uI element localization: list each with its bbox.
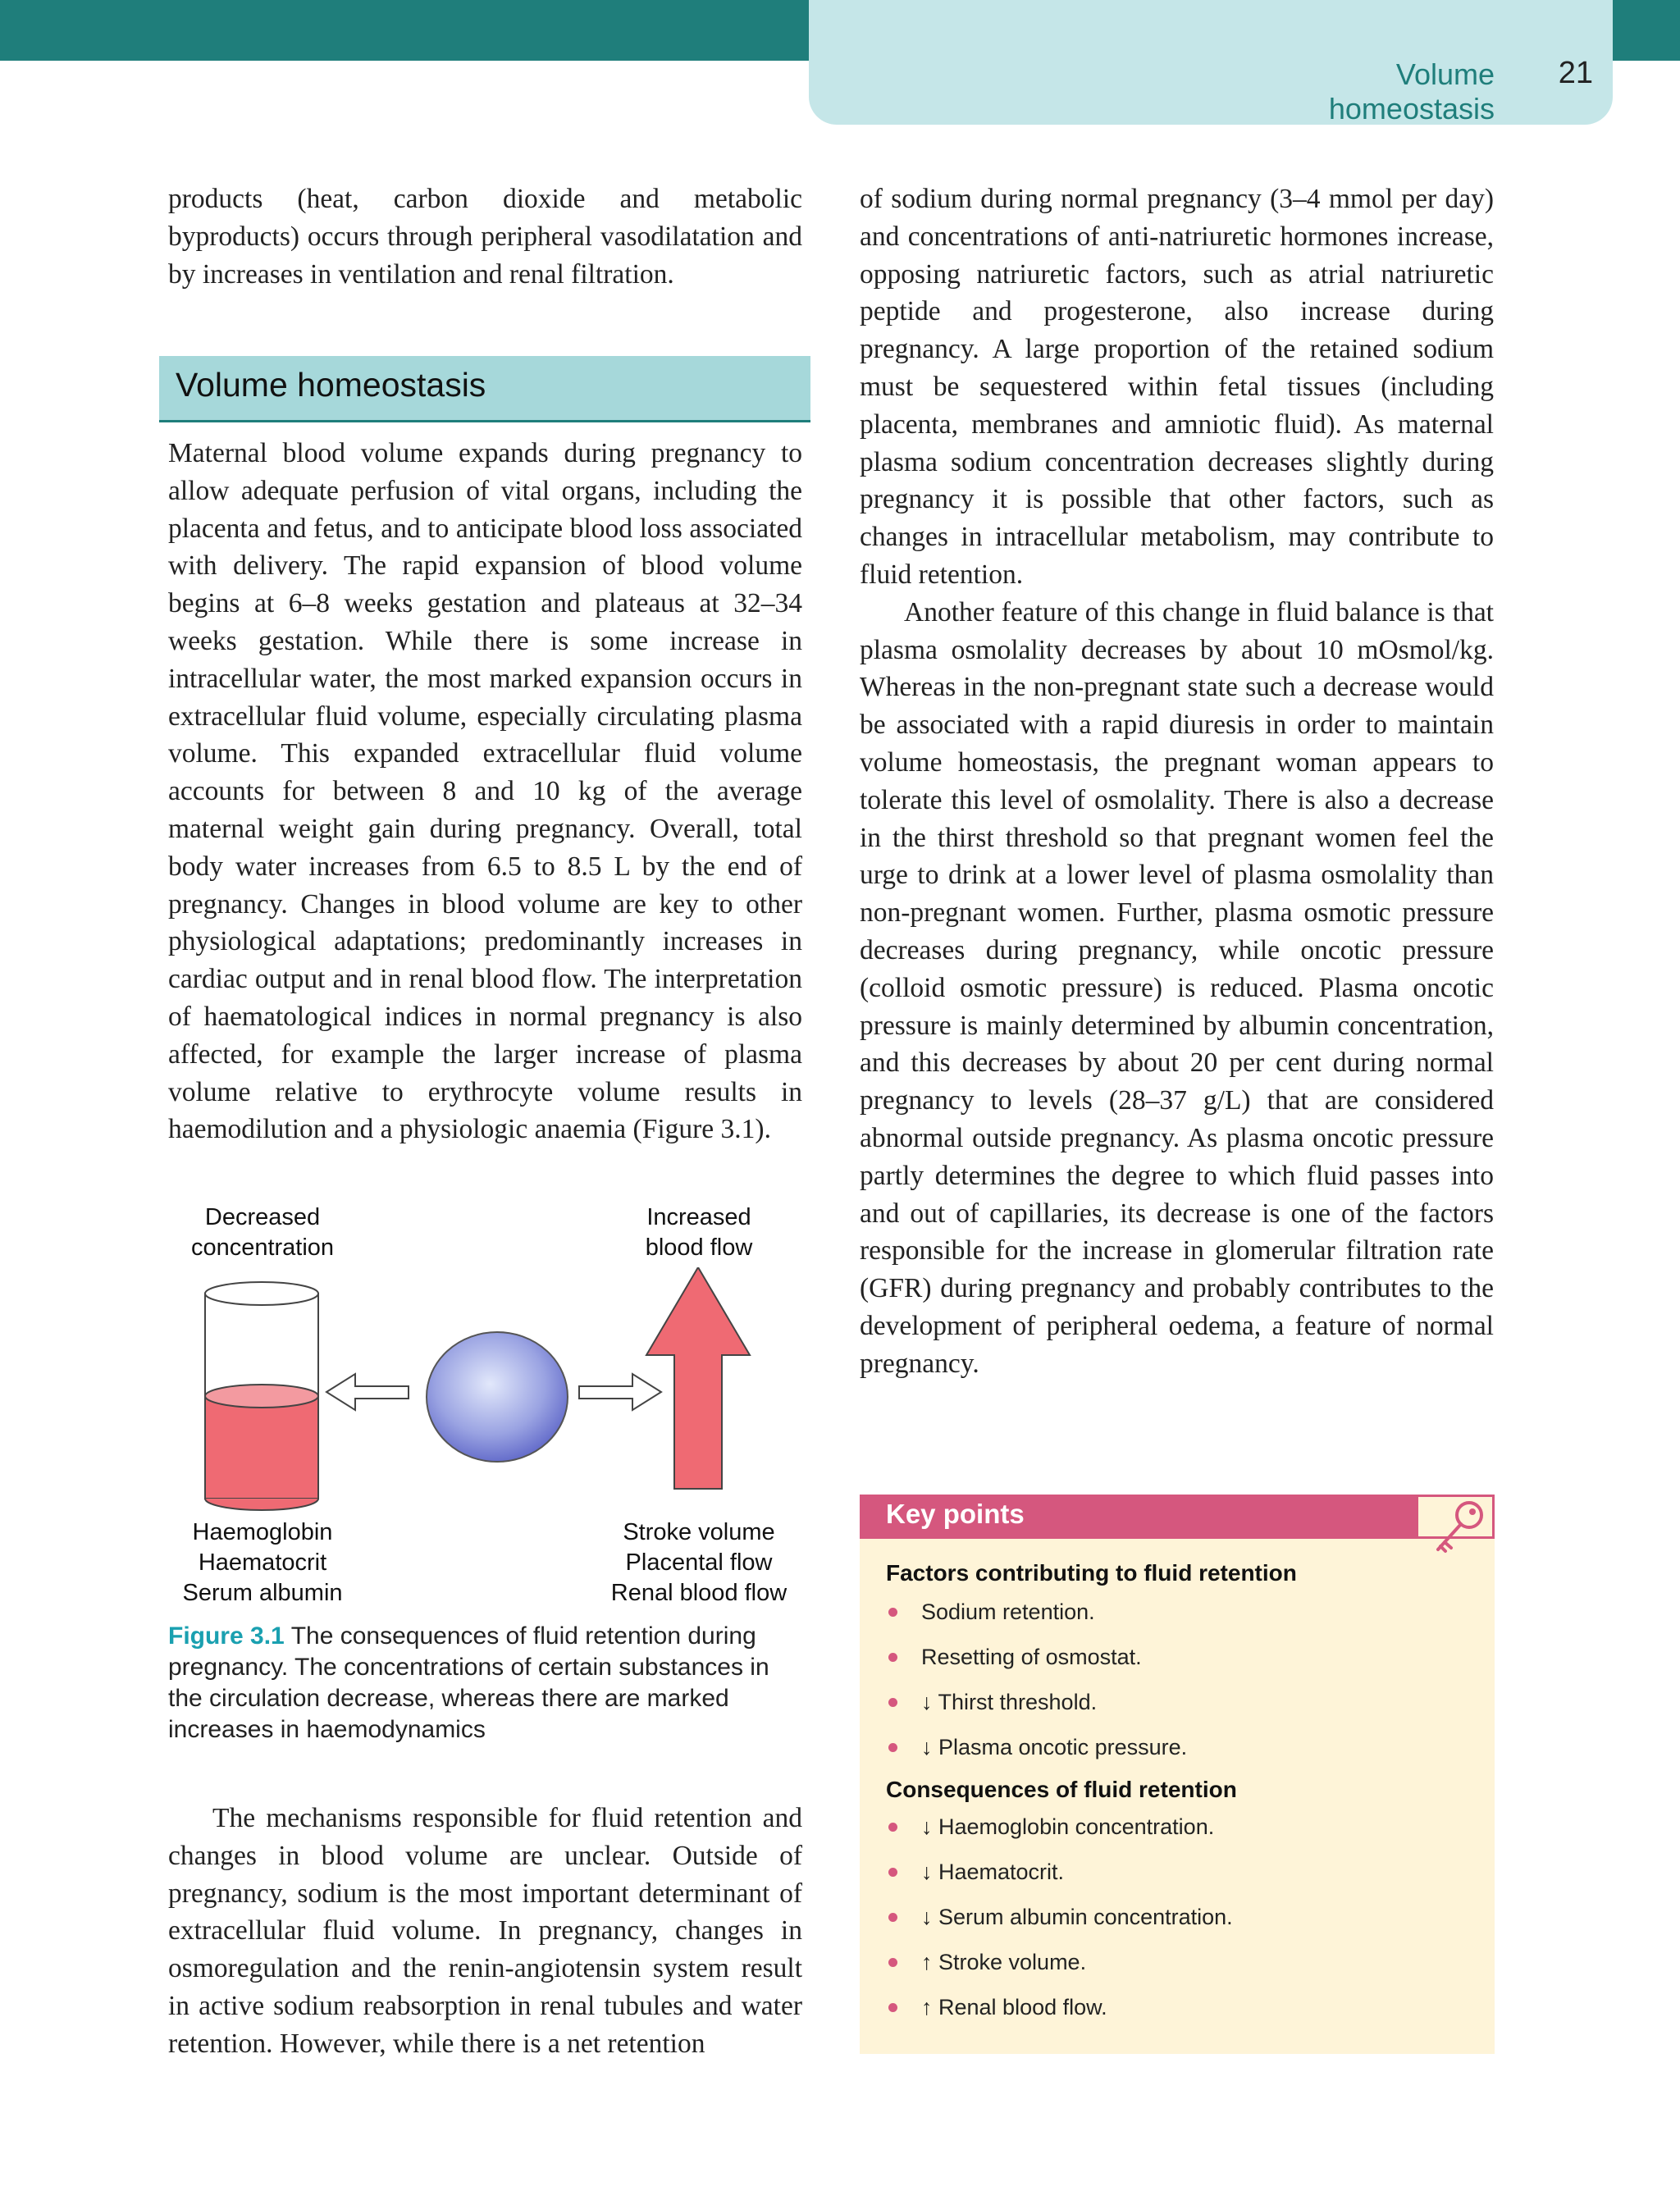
key-factors-list [886, 1590, 1187, 1770]
bullet [888, 1743, 897, 1752]
page-number: 21 [1558, 56, 1593, 90]
figure-label-line: blood flow [645, 1234, 753, 1261]
figure-caption-number: Figure 3.1 [168, 1622, 285, 1650]
list-item [886, 1985, 1233, 2030]
bullet [888, 2003, 897, 2012]
figure-label-line: concentration [190, 1234, 335, 1261]
left-arrow-icon [326, 1374, 409, 1410]
body-paragraph: Another feature of this change in fluid balance is that plasma osmolality decreases by about 10 mOsmol/kg. Whereas in the non-pregnant state such a decrease would be associated with a rapid diuresis in order to maintain volume homeostasis, the pregnant woman appears to tolerate this level of osmolality. There is also a decrease in the thirst threshold so that pregnant women feel the urge to drink at a lower level of plasma osmolality than non-pregnant women. Further, plasma osmotic pressure decreases during pregnancy, while oncotic pressure (colloid osmotic pressure) is reduced. Plasma oncotic pressure is mainly determined by albumin concentration, and this decreases by about 20 per cent during normal pregnancy to levels (28–37 g/L) that are considered abnormal outside pregnancy. As plasma oncotic pressure partly determines the degree to which fluid passes into and out of capillaries, its decrease is one of the factors responsible for the increase in glomerular filtration rate (GFR) during pregnancy and probably contributes to the development of peripheral oedema, a feature of normal pregnancy. [860, 596, 1494, 1379]
list-item [886, 1680, 1187, 1725]
list-item [886, 1895, 1233, 1940]
list-item-text: ↑ Stroke volume. [921, 1950, 1087, 1974]
beaker-icon [205, 1282, 318, 1510]
running-header-title: Volume homeostasis [1328, 57, 1495, 126]
key-points-header [860, 1495, 1495, 1539]
bullet [888, 1608, 897, 1617]
up-arrow-icon [646, 1267, 750, 1489]
list-item-text: Resetting of osmostat. [921, 1645, 1142, 1669]
key-points-box [860, 1495, 1495, 2054]
list-item-text: Sodium retention. [921, 1600, 1095, 1624]
section-heading: Volume homeostasis [176, 366, 486, 404]
bullet [888, 1698, 897, 1707]
bullet [888, 1653, 897, 1662]
key-icon [1420, 1494, 1494, 1559]
list-item [886, 1850, 1233, 1895]
right-column [860, 180, 1494, 1383]
body-paragraph: of sodium during normal pregnancy (3–4 mmol per day) and concentrations of anti-natriuretic hormones increase, opposing natriuretic factors, such as atrial natriuretic peptide and progesterone, also increase during pregnancy. A large proportion of the retained sodium must be sequestered within fetal tissues (including placenta, membranes and amniotic fluid). As maternal plasma sodium concentration decreases slightly during pregnancy it is possible that other factors, such as changes in intracellular metabolism, may contribute to fluid retention. [860, 184, 1494, 590]
left-column-intro [168, 180, 802, 293]
bullet [888, 1823, 897, 1832]
figure-caption-text: The consequences of fluid retention during pregnancy. The concentrations of certain substances in the circulation decrease, whereas there are marked increases in haemodynamics [168, 1622, 769, 1743]
list-item-text: ↓ Serum albumin concentration. [921, 1905, 1233, 1929]
figure-list-item: Stroke volume [623, 1519, 775, 1545]
list-item-text: ↓ Haemoglobin concentration. [921, 1814, 1215, 1839]
figure-list-item: Placental flow [625, 1549, 773, 1576]
intro-paragraph: products (heat, carbon dioxide and metabolic byproducts) occurs through peripheral vasodilatation and by increases in ventilation and renal filtration. [168, 184, 802, 290]
figure-decreased-list [139, 1517, 386, 1609]
section-heading-bar [159, 356, 810, 422]
left-column-body [168, 435, 802, 1148]
right-arrow-icon [579, 1374, 661, 1410]
figure-list-item: Haematocrit [198, 1549, 327, 1576]
list-item-text: ↓ Plasma oncotic pressure. [921, 1735, 1188, 1759]
list-item-text: ↓ Haematocrit. [921, 1860, 1065, 1884]
list-item-text: ↑ Renal blood flow. [921, 1995, 1107, 2019]
bullet [888, 1868, 897, 1877]
list-item [886, 1725, 1187, 1770]
figure-list-item: Haemoglobin [192, 1519, 333, 1545]
left-column-bottom [168, 1800, 802, 2063]
list-item [886, 1940, 1233, 1985]
list-item [886, 1590, 1187, 1635]
list-item-text: ↓ Thirst threshold. [921, 1690, 1098, 1714]
key-section-title: Consequences of fluid retention [886, 1777, 1237, 1802]
bullet [888, 1913, 897, 1922]
body-paragraph: The mechanisms responsible for fluid retention and changes in blood volume are unclear. Outside of pregnancy, sodium is the most important determinant of extracellular fluid volume. In pregnancy, changes in osmoregulation and the renin-angiotensin system result in active sodium reabsorption in renal tubules and water retention. However, while there is a net retention [168, 1803, 802, 2059]
figure-label-line: Increased [646, 1204, 751, 1230]
key-icon-frame [1416, 1495, 1495, 1539]
key-consequences-list [886, 1805, 1233, 2030]
figure-increased-list [576, 1517, 822, 1609]
figure-list-item: Serum albumin [182, 1580, 343, 1606]
key-section-title: Factors contributing to fluid retention [886, 1560, 1297, 1586]
figure-3-1-diagram [189, 1267, 796, 1522]
figure-label-increased [576, 1203, 822, 1263]
figure-label-decreased [139, 1203, 386, 1263]
figure-list-item: Renal blood flow [610, 1580, 788, 1606]
list-item [886, 1635, 1187, 1680]
key-points-title: Key points [886, 1499, 1025, 1529]
figure-label-line: Decreased [204, 1204, 321, 1230]
body-paragraph: Maternal blood volume expands during pregnancy to allow adequate perfusion of vital organs, including the placenta and fetus, and to anticipate blood loss associated with delivery. The rapid expansion of blood volume begins at 6–8 weeks gestation and plateaus at 32–34 weeks gestation. While there is some increase in intracellular water, the most marked expansion occurs in extracellular fluid volume, especially circulating plasma volume. This expanded extracellular fluid volume accounts for between 8 and 10 kg of the average maternal weight gain during pregnancy. Overall, total body water increases from 6.5 to 8.5 L by the end of pregnancy. Changes in blood volume are key to other physiological adaptations; predominantly increases in cardiac output and in renal blood flow. The interpretation of haematological indices in normal pregnancy is also affected, for example the larger increase of plasma volume relative to erythrocyte volume results in haemodilution and a physiologic anaemia (Figure 3.1). [168, 438, 802, 1145]
figure-caption [168, 1621, 802, 1746]
list-item [886, 1805, 1233, 1850]
bullet [888, 1958, 897, 1967]
blood-cell-icon [427, 1332, 568, 1462]
